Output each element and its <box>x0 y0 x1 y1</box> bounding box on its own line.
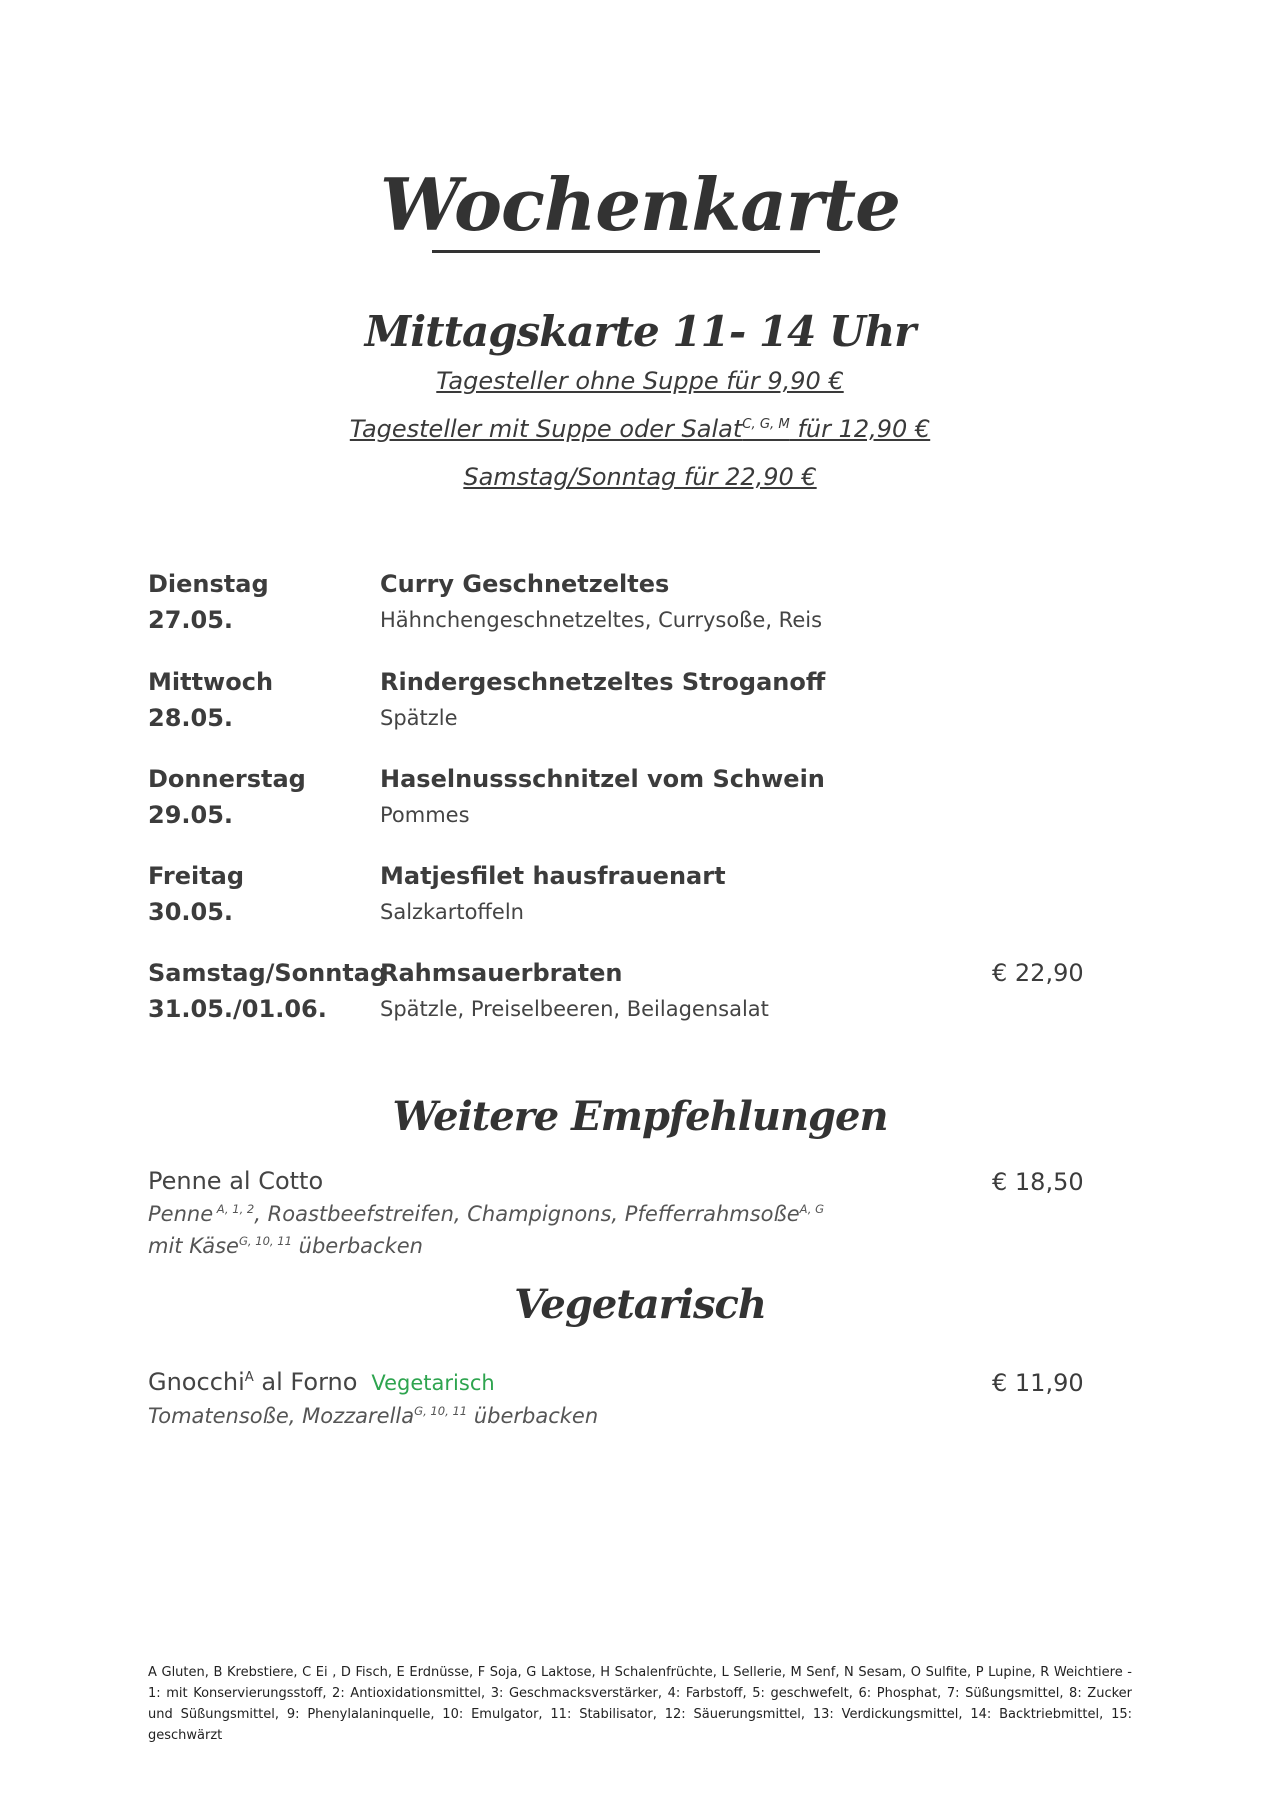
allergen-codes: G, 10, 11 <box>238 1234 292 1248</box>
day-date: 27.05. <box>148 606 234 634</box>
vegetarian-tag: Vegetarisch <box>371 1371 495 1395</box>
dish-price: € 22,90 <box>992 959 1084 987</box>
dish-name: Curry Geschnetzeltes <box>380 570 670 598</box>
dish-name: Rindergeschnetzeltes Stroganoff <box>380 668 826 696</box>
price-line-with-soup-text: Tagesteller mit Suppe oder Salat <box>349 415 743 443</box>
allergen-codes: C, G, M <box>742 417 790 432</box>
desc-text: , Roastbeefstreifen, Champignons, Pfefferrahmsoße <box>254 1202 800 1226</box>
allergen-codes: A, G <box>799 1202 825 1216</box>
allergen-codes: A, 1, 2 <box>213 1202 255 1216</box>
recommendation-price: € 18,50 <box>992 1168 1084 1196</box>
name-text: al Forno <box>253 1368 358 1396</box>
day-name: Freitag <box>148 862 245 890</box>
dish-sides: Spätzle <box>380 706 458 730</box>
dish-name: Matjesfilet hausfrauenart <box>380 862 726 890</box>
day-name: Samstag/Sonntag <box>148 959 388 987</box>
recommendation-description <box>148 1198 824 1230</box>
dish-sides: Salzkartoffeln <box>380 900 524 924</box>
allergen-codes: A <box>244 1370 254 1385</box>
day-name: Dienstag <box>148 570 269 598</box>
title-underline <box>432 250 820 253</box>
desc-text: Tomatensoße, Mozzarella <box>148 1404 415 1428</box>
vegetarian-name <box>148 1365 495 1400</box>
day-name: Mittwoch <box>148 668 274 696</box>
day-date: 28.05. <box>148 704 234 732</box>
page-title: Wochenkarte <box>380 162 900 247</box>
dish-name: Haselnussschnitzel vom Schwein <box>380 765 825 793</box>
desc-text: überbacken <box>467 1404 599 1428</box>
day-name: Donnerstag <box>148 765 306 793</box>
day-date: 29.05. <box>148 801 234 829</box>
dish-sides: Hähnchengeschnetzeltes, Currysoße, Reis <box>380 608 823 632</box>
price-line-weekend: Samstag/Sonntag für 22,90 € <box>463 463 817 491</box>
recommendation-description <box>148 1230 423 1262</box>
recommendation-name: Penne al Cotto <box>148 1167 324 1195</box>
day-date: 31.05./01.06. <box>148 995 327 1023</box>
vegetarian-description <box>148 1400 598 1432</box>
desc-text: Penne <box>148 1202 214 1226</box>
vegetarian-heading: Vegetarisch <box>514 1281 766 1328</box>
allergen-legend: A Gluten, B Krebstiere, C Ei , D Fisch, E Erdnüsse, F Soja, G Laktose, H Schalenfrüchte, L Sellerie, M Senf, N Sesam, O Sulfite, P Lupine, R Weichtiere - 1: mit Konservierungsstoff, 2: Antioxidationsmittel, 3: Geschmacksverstärker, 4: Farbstoff, 5: geschwefelt, 6: Phosphat, 7: Süßungsmittel, 8: Zucker und Süßungsmittel, 9: Phenylalaninquelle, 10: Emulgator, 11: Stabilisator, 12: Säuerungsmittel, 13: Verdickungsmittel, 14: Backtriebmittel, 15: geschwärzt <box>148 1665 1132 1743</box>
price-line-with-soup-price: für 12,90 € <box>789 415 931 443</box>
name-text: Gnocchi <box>148 1368 245 1396</box>
dish-name: Rahmsauerbraten <box>380 959 623 987</box>
desc-text: mit Käse <box>148 1234 239 1258</box>
desc-text: überbacken <box>291 1234 423 1258</box>
recommendations-heading: Weitere Empfehlungen <box>392 1093 888 1140</box>
dish-sides: Spätzle, Preiselbeeren, Beilagensalat <box>380 997 769 1021</box>
price-line-without-soup: Tagesteller ohne Suppe für 9,90 € <box>436 367 844 395</box>
allergen-codes: G, 10, 11 <box>414 1404 468 1418</box>
dish-sides: Pommes <box>380 803 470 827</box>
lunch-heading: Mittagskarte 11- 14 Uhr <box>364 307 916 356</box>
vegetarian-price: € 11,90 <box>992 1369 1084 1397</box>
price-line-with-soup <box>0 413 1280 445</box>
day-date: 30.05. <box>148 898 234 926</box>
